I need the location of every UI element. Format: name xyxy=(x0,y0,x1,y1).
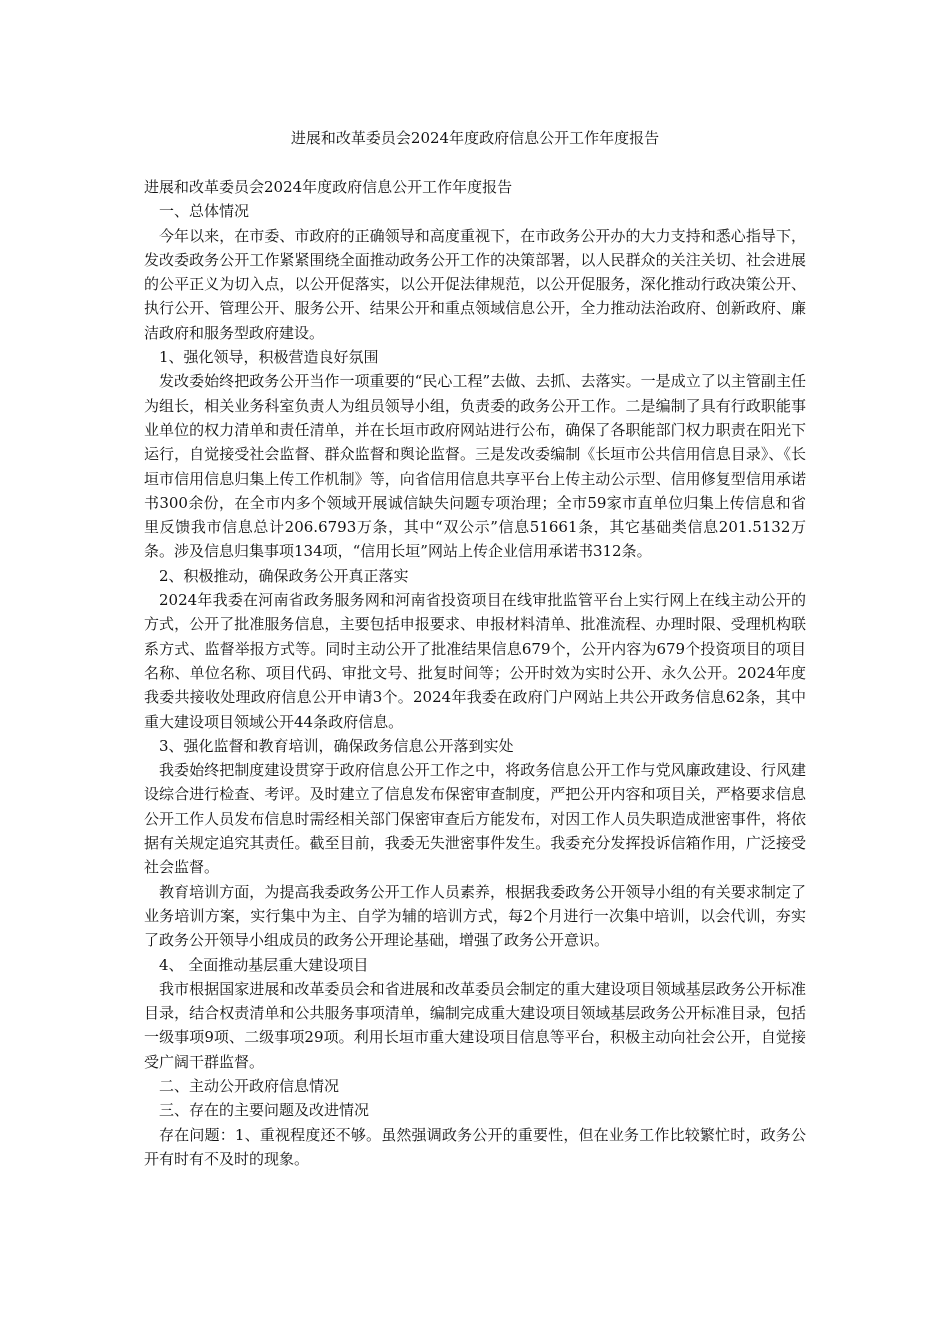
document-title: 进展和改革委员会2024年度政府信息公开工作年度报告 xyxy=(290,129,660,147)
paragraph: 2024年我委在河南省政务服务网和河南省投资项目在线审批监管平台上实行网上在线主动公开的方式，公开了批准服务信息，主要包括申报要求、申报材料清单、批准流程、办理时限、受理机构联系方式、监督举报方式等。同时主动公开了批准结果信息679个，公开内容为679个投资项目的项目名称、单位名称、项目代码、审批文号、批复时间等；公开时效为实时公开、永久公开。2024年度我委共接收处理政府信息公开申请3个。2024年我委在政府门户网站上共公开政务信息62条，其中重大建设项目领域公开44条政府信息。 xyxy=(144,591,806,731)
paragraph: 存在问题：1、重视程度还不够。虽然强调政务公开的重要性，但在业务工作比较繁忙时，政务公开有时有不及时的现象。 xyxy=(144,1125,806,1168)
paragraph: 我市根据国家进展和改革委员会和省进展和改革委员会制定的重大建设项目领域基层政务公开标准目录，结合权责清单和公共服务事项清单，编制完成重大建设项目领域基层政务公开标准目录，包括一级事项9项、二级事项29项。利用长垣市重大建设项目信息等平台，积极主动向社会公开，自觉接受广阔干群监督。 xyxy=(144,979,806,1071)
paragraph: 进展和改革委员会2024年度政府信息公开工作年度报告 xyxy=(144,178,513,196)
paragraph: 4、 全面推动基层重大建设项目 xyxy=(159,955,369,974)
paragraph: 3、强化监督和教育培训，确保政务信息公开落到实处 xyxy=(159,736,514,755)
paragraph: 发改委始终把政务公开当作一项重要的“民心工程”去做、去抓、去落实。一是成立了以主管副主任为组长，相关业务科室负责人为组员领导小组，负责委的政务公开工作。二是编制了具有行政职能事业单位的权力清单和责任清单，并在长垣市政府网站进行公布，确保了各职能部门权力职责在阳光下运行，自觉接受社会监督、群众监督和舆论监督。三是发改委编制《长垣市公共信用信息目录》、《长垣市信用信息归集上传工作机制》等，向省信用信息共享平台上传主动公示型、信用修复型信用承诺书300余份，在全市内多个领域开展诚信缺失问题专项治理；全市59家市直单位归集上传信息和省里反馈我市信息总计206.6793万条，其中“双公示”信息51661条，其它基础类信息201.5132万条。涉及信息归集事项134项，“信用长垣”网站上传企业信用承诺书312条。 xyxy=(144,372,806,561)
paragraph: 2、积极推动，确保政务公开真正落实 xyxy=(159,566,409,585)
paragraph: 一、总体情况 xyxy=(159,202,250,221)
paragraph: 三、存在的主要问题及改进情况 xyxy=(159,1101,370,1120)
paragraph: 教育培训方面，为提高我委政务公开工作人员素养，根据我委政务公开领导小组的有关要求制定了业务培训方案，实行集中为主、自学为辅的培训方式，每2个月进行一次集中培训，以会代训，夯实了政务公开领导小组成员的政务公开理论基础，增强了政务公开意识。 xyxy=(144,882,806,950)
paragraph: 二、主动公开政府信息情况 xyxy=(159,1076,340,1095)
document-body xyxy=(144,175,806,1171)
paragraph: 今年以来，在市委、市政府的正确领导和高度重视下，在市政务公开办的大力支持和悉心指导下，发改委政务公开工作紧紧围绕全面推动政务公开工作的决策部署，以人民群众的关注关切、社会进展的公平正义为切入点，以公开促落实，以公开促法律规范，以公开促服务，深化推动行政决策公开、执行公开、管理公开、服务公开、结果公开和重点领域信息公开，全力推动法治政府、创新政府、廉洁政府和服务型政府建设。 xyxy=(144,226,806,342)
paragraph: 我委始终把制度建设贯穿于政府信息公开工作之中，将政务信息公开工作与党风廉政建设、行风建设综合进行检查、考评。及时建立了信息发布保密审查制度，严把公开内容和项目关，严格要求信息公开工作人员发布信息时需经相关部门保密审查后方能发布，对因工作人员失职造成泄密事件，将依据有关规定追究其责任。截至目前，我委无失泄密事件发生。我委充分发挥投诉信箱作用，广泛接受社会监督。 xyxy=(144,761,806,877)
paragraph: 1、强化领导，积极营造良好氛围 xyxy=(159,348,379,367)
